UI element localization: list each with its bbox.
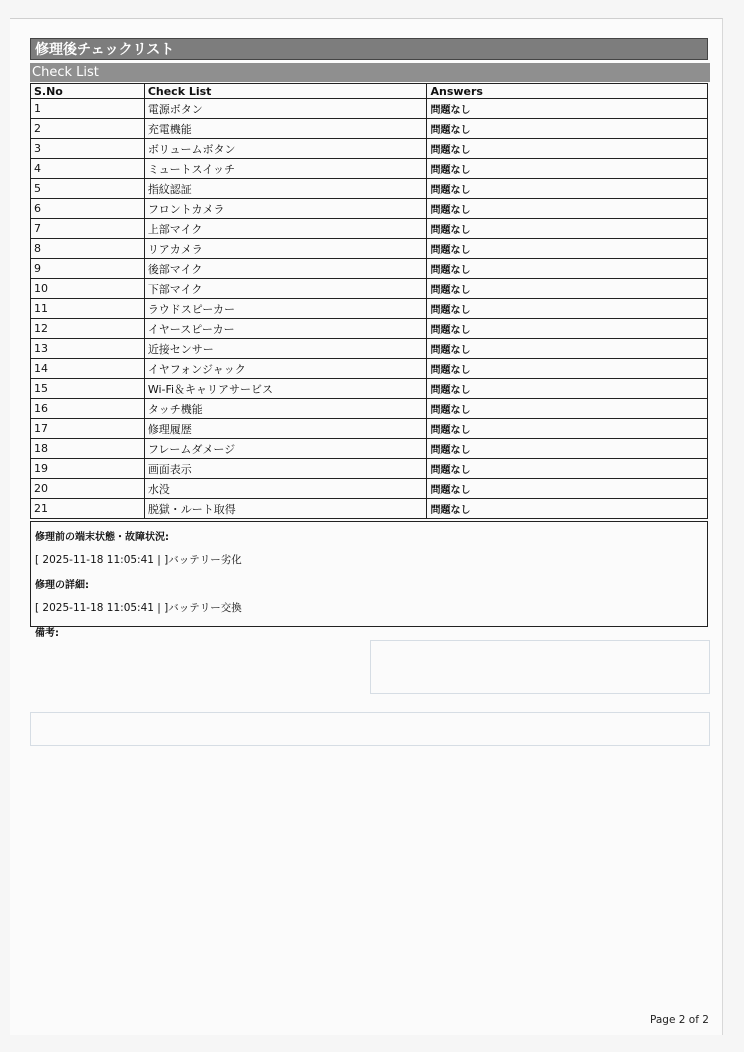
row-item: 水没 <box>144 479 427 499</box>
row-answer: 問題なし <box>427 279 708 299</box>
row-item: フレームダメージ <box>144 439 427 459</box>
row-sno: 1 <box>31 99 145 119</box>
table-row <box>31 119 708 139</box>
row-item: 画面表示 <box>144 459 427 479</box>
header-item: Check List <box>144 84 427 99</box>
row-item: ラウドスピーカー <box>144 299 427 319</box>
row-answer: 問題なし <box>427 219 708 239</box>
section-subtitle: Check List <box>30 63 710 82</box>
row-sno: 3 <box>31 139 145 159</box>
row-item: 指紋認証 <box>144 179 427 199</box>
row-answer: 問題なし <box>427 139 708 159</box>
row-sno: 6 <box>31 199 145 219</box>
repair-value: [ 2025-11-18 11:05:41 | ]バッテリー交換 <box>35 602 242 614</box>
row-item: タッチ機能 <box>144 399 427 419</box>
page-number: Page 2 of 2 <box>650 1014 709 1026</box>
condition-value: [ 2025-11-18 11:05:41 | ]バッテリー劣化 <box>35 554 242 566</box>
row-answer: 問題なし <box>427 359 708 379</box>
table-row <box>31 299 708 319</box>
row-item: イヤースピーカー <box>144 319 427 339</box>
table-row <box>31 319 708 339</box>
table-row <box>31 179 708 199</box>
table-row <box>31 479 708 499</box>
table-row <box>31 459 708 479</box>
row-sno: 21 <box>31 499 145 519</box>
row-sno: 16 <box>31 399 145 419</box>
notes-box <box>30 521 708 639</box>
row-sno: 17 <box>31 419 145 439</box>
row-answer: 問題なし <box>427 99 708 119</box>
row-sno: 5 <box>31 179 145 199</box>
row-answer: 問題なし <box>427 179 708 199</box>
header-sno: S.No <box>31 84 145 99</box>
row-item: 上部マイク <box>144 219 427 239</box>
row-sno: 7 <box>31 219 145 239</box>
row-item: 脱獄・ルート取得 <box>144 499 427 519</box>
repair-label: 修理の詳細: <box>35 580 89 591</box>
row-sno: 8 <box>31 239 145 259</box>
row-answer: 問題なし <box>427 479 708 499</box>
row-answer: 問題なし <box>427 159 708 179</box>
row-answer: 問題なし <box>427 259 708 279</box>
table-row <box>31 339 708 359</box>
row-sno: 13 <box>31 339 145 359</box>
table-row <box>31 499 708 519</box>
row-sno: 11 <box>31 299 145 319</box>
table-row <box>31 259 708 279</box>
row-sno: 12 <box>31 319 145 339</box>
table-row <box>31 159 708 179</box>
table-row <box>31 219 708 239</box>
row-answer: 問題なし <box>427 499 708 519</box>
bleed-box <box>370 640 710 694</box>
table-row <box>31 99 708 119</box>
table-row <box>31 419 708 439</box>
row-sno: 14 <box>31 359 145 379</box>
bleed-box <box>30 712 710 746</box>
row-sno: 19 <box>31 459 145 479</box>
row-sno: 15 <box>31 379 145 399</box>
row-item: ボリュームボタン <box>144 139 427 159</box>
row-item: 下部マイク <box>144 279 427 299</box>
table-row <box>31 199 708 219</box>
remarks-label: 備考: <box>35 628 59 639</box>
condition-label: 修理前の端末状態・故障状況: <box>35 532 169 543</box>
checklist-table <box>30 83 708 519</box>
row-sno: 20 <box>31 479 145 499</box>
row-item: 修理履歴 <box>144 419 427 439</box>
row-answer: 問題なし <box>427 399 708 419</box>
row-answer: 問題なし <box>427 119 708 139</box>
row-item: 近接センサー <box>144 339 427 359</box>
table-header-row <box>31 84 708 99</box>
row-answer: 問題なし <box>427 459 708 479</box>
table-row <box>31 359 708 379</box>
row-item: 後部マイク <box>144 259 427 279</box>
row-answer: 問題なし <box>427 419 708 439</box>
row-sno: 4 <box>31 159 145 179</box>
row-item: 電源ボタン <box>144 99 427 119</box>
table-row <box>31 399 708 419</box>
table-row <box>31 439 708 459</box>
row-answer: 問題なし <box>427 379 708 399</box>
table-row <box>31 239 708 259</box>
row-answer: 問題なし <box>427 239 708 259</box>
row-answer: 問題なし <box>427 439 708 459</box>
table-row <box>31 379 708 399</box>
row-item: 充電機能 <box>144 119 427 139</box>
row-item: Wi-Fi＆キャリアサービス <box>144 379 427 399</box>
table-row <box>31 279 708 299</box>
row-sno: 18 <box>31 439 145 459</box>
row-item: ミュートスイッチ <box>144 159 427 179</box>
table-row <box>31 139 708 159</box>
row-sno: 10 <box>31 279 145 299</box>
row-sno: 2 <box>31 119 145 139</box>
row-answer: 問題なし <box>427 339 708 359</box>
row-item: リアカメラ <box>144 239 427 259</box>
row-item: イヤフォンジャック <box>144 359 427 379</box>
row-answer: 問題なし <box>427 299 708 319</box>
row-item: フロントカメラ <box>144 199 427 219</box>
page-title: 修理後チェックリスト <box>30 38 708 60</box>
row-sno: 9 <box>31 259 145 279</box>
row-answer: 問題なし <box>427 199 708 219</box>
row-answer: 問題なし <box>427 319 708 339</box>
header-answer: Answers <box>427 84 708 99</box>
